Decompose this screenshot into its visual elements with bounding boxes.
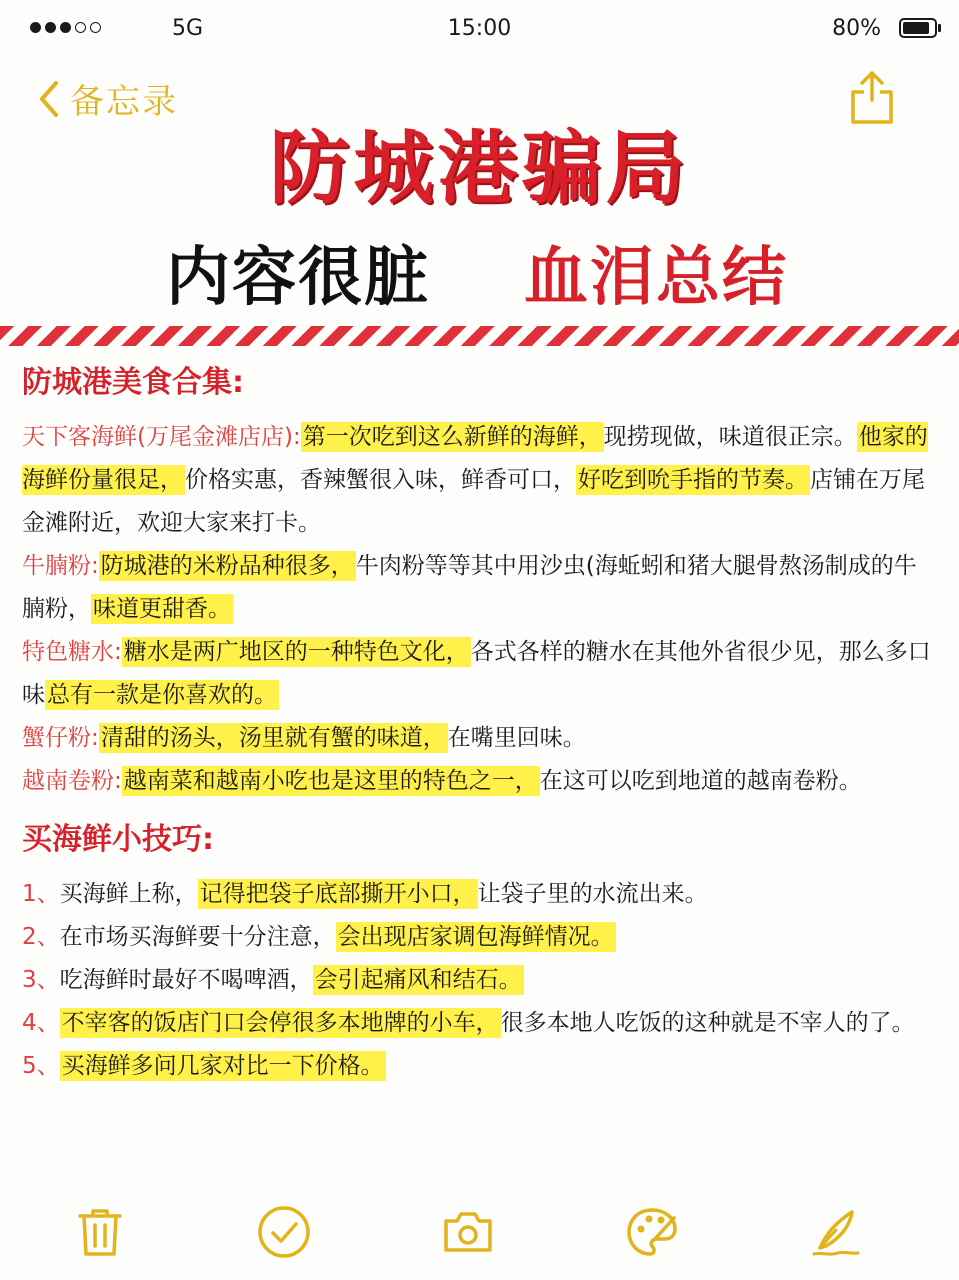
network-type: 5G (172, 16, 204, 41)
tips-section-heading: 买海鲜小技巧: (22, 822, 214, 857)
food-item: 特色糖水:糖水是两广地区的一种特色文化，各式各样的糖水在其他外省很少见，那么多口味总有一款是你喜欢的。 (22, 639, 931, 708)
camera-icon[interactable] (440, 1204, 496, 1260)
checklist-icon[interactable] (256, 1204, 312, 1260)
food-item: 牛腩粉:防城港的米粉品种很多，牛肉粉等等其中用沙虫(海蚯蚓和猪大腿骨熬汤制成的牛腩粉，味道更甜香。 (22, 553, 917, 622)
food-section-heading: 防城港美食合集: (22, 365, 244, 400)
trash-icon[interactable] (72, 1204, 128, 1260)
food-item: 越南卷粉:越南菜和越南小吃也是这里的特色之一，在这可以吃到地道的越南卷粉。 (22, 768, 862, 794)
status-bar (0, 0, 959, 62)
tip-item: 3、吃海鲜时最好不喝啤酒，会引起痛风和结石。 (22, 967, 522, 993)
subtitle-left: 内容很脏 (166, 241, 430, 315)
food-item: 蟹仔粉:清甜的汤头，汤里就有蟹的味道，在嘴里回味。 (22, 725, 586, 751)
food-item: 天下客海鲜(万尾金滩店店):第一次吃到这么新鲜的海鲜，现捞现做，味道很正宗。他家的海鲜份量很足，价格实惠，香辣蟹很入味，鲜香可口，好吃到吮手指的节奏。店铺在万尾金滩附近，欢迎大家来打卡。 (22, 424, 928, 536)
tip-item: 4、不宰客的饭店门口会停很多本地牌的小车，很多本地人吃饭的这种就是不宰人的了。 (22, 1010, 915, 1036)
status-time: 15:00 (447, 16, 512, 41)
battery-percent: 80% (832, 16, 881, 41)
back-label: 备忘录 (70, 82, 178, 122)
tip-item: 1、买海鲜上称，记得把袋子底部撕开小口，让袋子里的水流出来。 (22, 881, 708, 907)
tip-item: 5、买海鲜多问几家对比一下价格。 (22, 1053, 384, 1079)
striped-divider (0, 326, 959, 346)
battery-icon (899, 18, 937, 38)
bottom-toolbar (0, 1200, 959, 1270)
note-body[interactable] (22, 360, 937, 1088)
subtitle-right: 血泪总结 (524, 241, 788, 315)
palette-icon[interactable] (624, 1204, 680, 1260)
pen-icon[interactable] (808, 1204, 864, 1260)
page-title: 防城港骗局 (269, 122, 690, 215)
tip-item: 2、在市场买海鲜要十分注意，会出现店家调包海鲜情况。 (22, 924, 614, 950)
